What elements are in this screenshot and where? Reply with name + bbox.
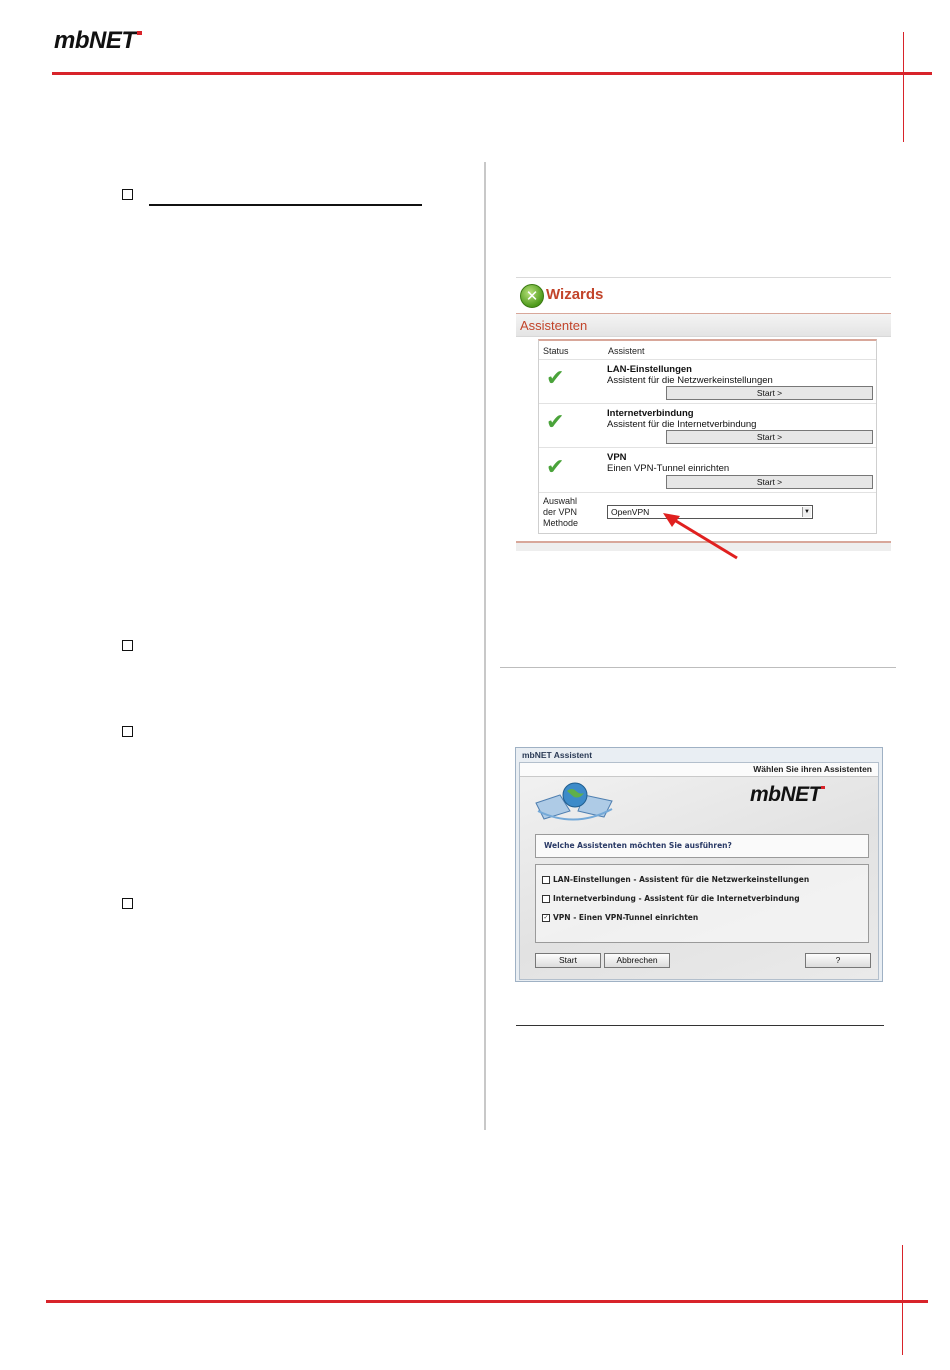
start-button-lan[interactable]: Start >: [666, 386, 873, 400]
checkmark-icon: ✔: [546, 455, 565, 480]
dialog-title: mbNET Assistent: [522, 750, 593, 760]
mbnet-logo: mbNET: [54, 27, 142, 55]
start-button-internet[interactable]: Start >: [666, 430, 873, 444]
cancel-button[interactable]: Abbrechen: [604, 953, 670, 968]
wizard-icon: ✕: [520, 284, 544, 308]
checkbox-icon: [122, 640, 133, 651]
checkbox-unchecked[interactable]: [542, 876, 550, 884]
section-separator: [500, 667, 896, 668]
caption-rule: [516, 1025, 884, 1026]
wizards-table: [538, 339, 877, 534]
checkbox-checked[interactable]: ✓: [543, 914, 549, 921]
wizards-title: Wizards: [546, 286, 604, 303]
checkmark-icon: ✔: [546, 366, 565, 391]
item-title: VPN: [607, 452, 627, 463]
option-lan[interactable]: LAN-Einstellungen - Assistent für die Netzwerkeinstellungen: [542, 875, 809, 884]
item-description: Assistent für die Netzwerkeinstellungen: [607, 375, 773, 386]
question-box: [535, 834, 869, 858]
footer-rule: [46, 1300, 928, 1303]
vpn-method-label: Auswahl der VPN Methode: [543, 496, 579, 528]
item-title: Internetverbindung: [607, 408, 694, 419]
chevron-down-icon: ▼: [802, 507, 811, 517]
start-button-vpn[interactable]: Start >: [666, 475, 873, 489]
header-rule: [52, 72, 932, 75]
checkbox-unchecked[interactable]: [542, 895, 550, 903]
assistant-dialog: [515, 747, 883, 982]
column-header-status: Status: [543, 346, 569, 356]
dialog-logo: mbNET: [750, 783, 825, 807]
header-margin-rule: [903, 32, 904, 142]
checkbox-icon: [122, 898, 133, 909]
vpn-method-select[interactable]: OpenVPN ▼: [607, 505, 813, 519]
item-title: LAN-Einstellungen: [607, 364, 692, 375]
blank-underline: [149, 204, 422, 206]
question-text: Welche Assistenten möchten Sie ausführen?: [544, 841, 732, 850]
column-header-assistant: Assistent: [608, 346, 645, 356]
section-title: Assistenten: [520, 318, 588, 333]
option-vpn[interactable]: ✓ VPN - Einen VPN-Tunnel einrichten: [543, 913, 699, 922]
network-globe-icon: [534, 781, 616, 821]
red-arrow-annotation: [655, 508, 745, 563]
item-description: Assistent für die Internetverbindung: [607, 419, 757, 430]
checkbox-icon: [122, 726, 133, 737]
column-divider: [484, 162, 486, 1130]
help-button[interactable]: ?: [805, 953, 871, 968]
option-internet[interactable]: Internetverbindung - Assistent für die Internetverbindung: [542, 894, 800, 903]
checkbox-icon: [122, 189, 133, 200]
dialog-header-text: Wählen Sie ihren Assistenten: [753, 764, 872, 774]
options-box: [535, 864, 869, 943]
dialog-body: [519, 762, 879, 980]
item-description: Einen VPN-Tunnel einrichten: [607, 463, 730, 474]
start-button[interactable]: Start: [535, 953, 601, 968]
footer-margin-rule: [902, 1245, 903, 1355]
checkmark-icon: ✔: [546, 410, 565, 435]
